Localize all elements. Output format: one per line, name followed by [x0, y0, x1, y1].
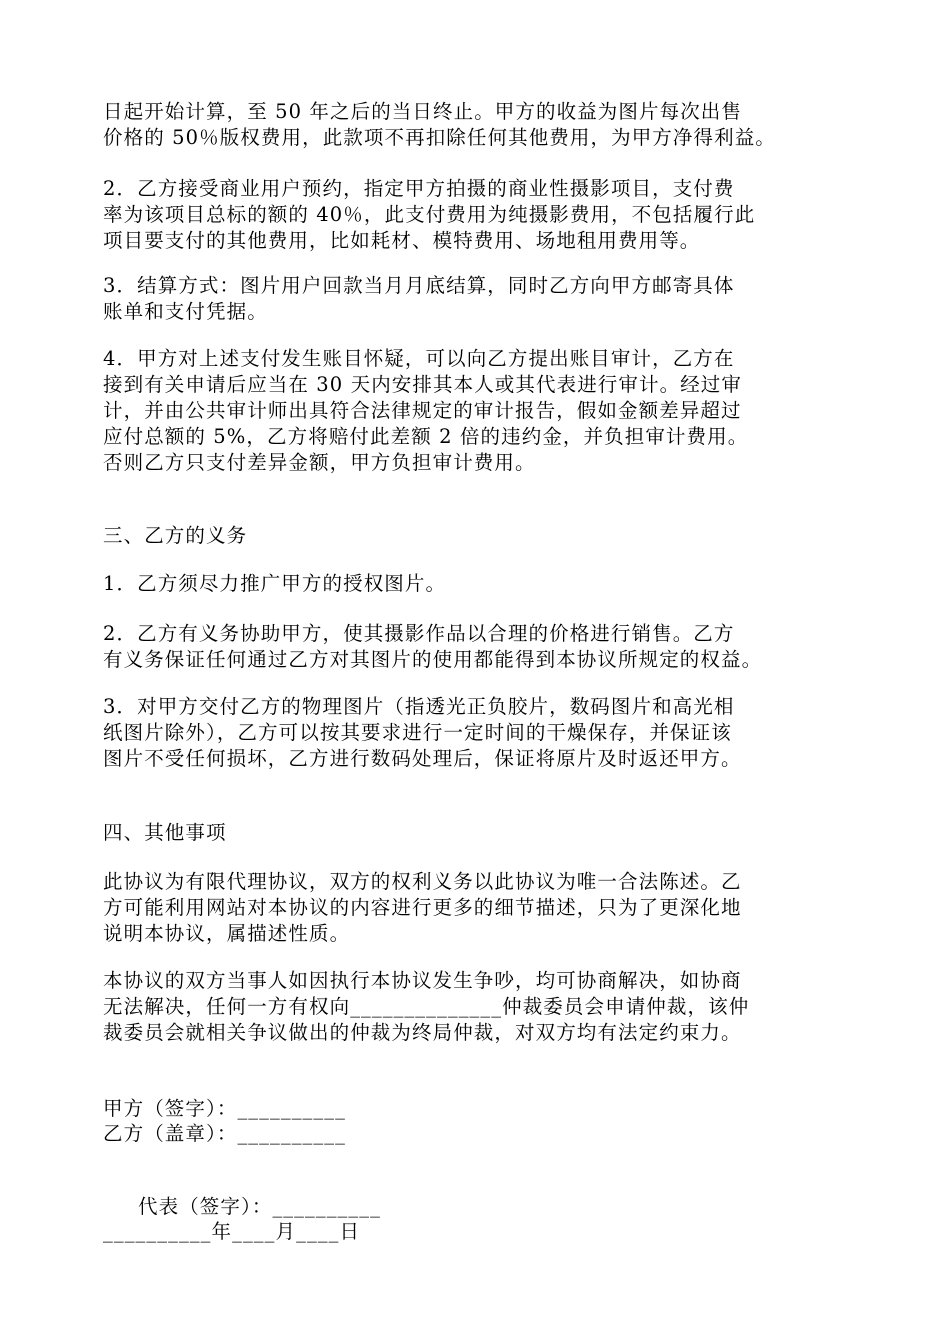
- paragraph-line: 3．结算方式：图片用户回款当月月底结算，同时乙方向甲方邮寄具体: [103, 274, 735, 297]
- paragraph-line: 计，并由公共审计师出具符合法律规定的审计报告，假如金额差异超过: [103, 399, 742, 422]
- paragraph-line: 有义务保证任何通过乙方对其图片的使用都能得到本协议所规定的权益。: [103, 648, 763, 671]
- paragraph-line: 1．乙方须尽力推广甲方的授权图片。: [103, 572, 447, 595]
- paragraph-line: 价格的 50％版权费用，此款项不再扣除任何其他费用，为甲方净得利益。: [103, 126, 776, 149]
- section-heading: 三、乙方的义务: [103, 524, 248, 547]
- paragraph-line: 账单和支付凭据。: [103, 300, 268, 323]
- party-a-signature-line: 甲方（签字）：__________: [103, 1097, 346, 1120]
- paragraph-line: 日起开始计算，至 50 年之后的当日终止。甲方的收益为图片每次出售: [103, 100, 743, 123]
- section-heading: 四、其他事项: [103, 821, 227, 844]
- paragraph-line: 纸图片除外），乙方可以按其要求进行一定时间的干燥保存，并保证该: [103, 721, 732, 744]
- paragraph-line: 2．乙方有义务协助甲方，使其摄影作品以合理的价格进行销售。乙方: [103, 622, 735, 645]
- paragraph-line: 项目要支付的其他费用，比如耗材、模特费用、场地租用费用等。: [103, 229, 701, 252]
- paragraph-line: 否则乙方只支付差异金额，甲方负担审计费用。: [103, 451, 536, 474]
- paragraph-line: 裁委员会就相关争议做出的仲裁为终局仲裁，对双方均有法定约束力。: [103, 1021, 742, 1044]
- paragraph-line: 说明本协议，属描述性质。: [103, 922, 351, 945]
- paragraph-line: 图片不受任何损坏，乙方进行数码处理后，保证将原片及时返还甲方。: [103, 747, 742, 770]
- party-b-seal-line: 乙方（盖章）：__________: [103, 1122, 346, 1145]
- paragraph-line: 方可能利用网站对本协议的内容进行更多的细节描述，只为了更深化地: [103, 896, 742, 919]
- paragraph-line: 应付总额的 5%，乙方将赔付此差额 2 倍的违约金，并负担审计费用。: [103, 425, 749, 448]
- paragraph-line: 此协议为有限代理协议，双方的权利义务以此协议为唯一合法陈述。乙: [103, 870, 742, 893]
- paragraph-line: 3．对甲方交付乙方的物理图片（指透光正负胶片，数码图片和高光相: [103, 695, 735, 718]
- paragraph-line: 本协议的双方当事人如因执行本协议发生争吵，均可协商解决，如协商: [103, 969, 742, 992]
- paragraph-line: 2．乙方接受商业用户预约，指定甲方拍摄的商业性摄影项目，支付费: [103, 177, 735, 200]
- representative-signature-line: 代表（签字）：__________: [138, 1195, 381, 1218]
- paragraph-line: 4．甲方对上述支付发生账目怀疑，可以向乙方提出账目审计，乙方在: [103, 347, 735, 370]
- paragraph-line: 接到有关申请后应当在 30 天内安排其本人或其代表进行审计。经过审: [103, 373, 743, 396]
- paragraph-line: 无法解决，任何一方有权向______________仲裁委员会申请仲裁，该仲: [103, 995, 750, 1018]
- date-line: __________年____月____日: [103, 1220, 361, 1243]
- paragraph-line: 率为该项目总标的额的 40％，此支付费用为纯摄影费用，不包括履行此: [103, 203, 756, 226]
